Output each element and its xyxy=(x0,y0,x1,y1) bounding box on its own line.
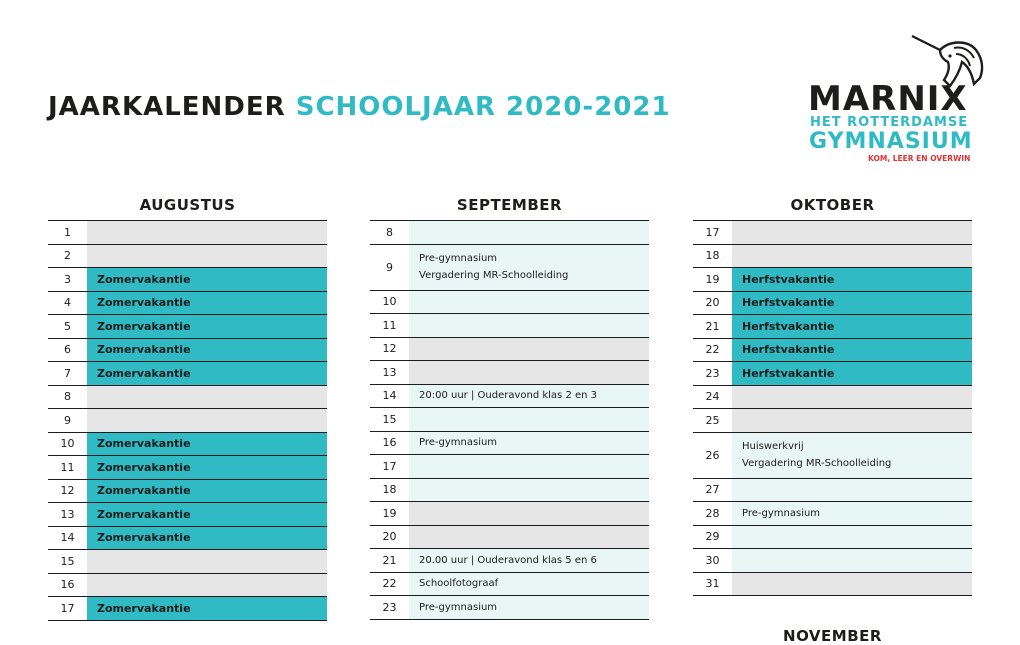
day-number: 20 xyxy=(370,526,409,549)
day-row xyxy=(370,361,649,385)
day-events xyxy=(409,221,649,244)
event-text: Zomervakantie xyxy=(97,343,191,357)
day-number: 17 xyxy=(370,455,409,478)
month-oktober xyxy=(693,196,972,596)
day-number: 15 xyxy=(48,550,87,573)
month-title: AUGUSTUS xyxy=(139,196,236,214)
day-events xyxy=(409,338,649,361)
day-row xyxy=(693,433,972,479)
logo-name: MARNIX xyxy=(808,79,968,119)
event-text: Herfstvakantie xyxy=(742,296,835,310)
event-text: Herfstvakantie xyxy=(742,319,835,333)
day-number: 19 xyxy=(693,268,732,291)
day-number: 22 xyxy=(370,573,409,596)
day-number: 8 xyxy=(370,221,409,244)
day-row xyxy=(693,292,972,316)
event-text: Zomervakantie xyxy=(97,437,191,451)
day-events xyxy=(409,479,649,502)
day-number: 18 xyxy=(370,479,409,502)
day-number: 15 xyxy=(370,408,409,431)
day-number: 6 xyxy=(48,339,87,362)
day-events xyxy=(409,455,649,478)
day-row xyxy=(48,574,327,598)
day-number: 16 xyxy=(370,432,409,455)
day-events xyxy=(87,574,327,597)
day-number: 9 xyxy=(370,245,409,290)
event-text: Zomervakantie xyxy=(97,460,191,474)
day-events xyxy=(732,549,972,572)
day-row xyxy=(693,221,972,245)
day-events xyxy=(732,409,972,432)
day-number: 13 xyxy=(48,503,87,526)
day-row xyxy=(48,221,327,245)
day-events xyxy=(87,245,327,268)
title-part-2: SCHOOLJAAR 2020-2021 xyxy=(295,92,671,122)
day-events xyxy=(87,339,327,362)
day-events xyxy=(732,479,972,502)
day-events xyxy=(409,573,649,596)
logo-line-2: HET ROTTERDAMSE xyxy=(810,115,969,130)
day-number: 18 xyxy=(693,245,732,268)
page-title xyxy=(48,92,671,122)
event-text: Zomervakantie xyxy=(97,319,191,333)
day-number: 21 xyxy=(693,315,732,338)
day-number: 26 xyxy=(693,433,732,478)
day-number: 4 xyxy=(48,292,87,315)
day-number: 13 xyxy=(370,361,409,384)
day-list xyxy=(48,220,327,621)
day-number: 29 xyxy=(693,526,732,549)
day-row xyxy=(693,479,972,503)
day-events xyxy=(732,315,972,338)
day-number: 27 xyxy=(693,479,732,502)
title-part-1: JAARKALENDER xyxy=(48,92,296,122)
day-events xyxy=(732,386,972,409)
day-row xyxy=(370,385,649,409)
day-row xyxy=(48,456,327,480)
day-row xyxy=(48,339,327,363)
day-number: 16 xyxy=(48,574,87,597)
day-row xyxy=(693,549,972,573)
event-text: Pre-gymnasium xyxy=(419,253,498,264)
day-row xyxy=(370,338,649,362)
month-augustus xyxy=(48,196,327,621)
day-number: 31 xyxy=(693,573,732,596)
day-row xyxy=(370,502,649,526)
event-text: Schoolfotograaf xyxy=(419,578,499,590)
day-row xyxy=(370,573,649,597)
day-row xyxy=(48,362,327,386)
day-events xyxy=(87,480,327,503)
day-row xyxy=(48,550,327,574)
day-row xyxy=(693,573,972,597)
day-row xyxy=(370,221,649,245)
day-row xyxy=(370,314,649,338)
day-number: 10 xyxy=(48,433,87,456)
event-text: Zomervakantie xyxy=(97,272,191,286)
day-events xyxy=(409,361,649,384)
day-events xyxy=(409,549,649,572)
day-row xyxy=(48,480,327,504)
logo-motto: KOM, LEER EN OVERWIN xyxy=(868,154,971,163)
event-text: Zomervakantie xyxy=(97,531,191,545)
day-number: 20 xyxy=(693,292,732,315)
event-text: Pre-gymnasium xyxy=(419,601,498,613)
event-text: Pre-gymnasium xyxy=(419,437,498,449)
day-number: 7 xyxy=(48,362,87,385)
day-events xyxy=(409,245,649,290)
day-row xyxy=(370,596,649,620)
day-number: 2 xyxy=(48,245,87,268)
day-row xyxy=(48,315,327,339)
event-text: Zomervakantie xyxy=(97,601,191,615)
day-number: 11 xyxy=(48,456,87,479)
day-row xyxy=(693,409,972,433)
day-number: 14 xyxy=(48,527,87,550)
day-events xyxy=(87,268,327,291)
day-events xyxy=(732,292,972,315)
day-row xyxy=(693,245,972,269)
day-number: 23 xyxy=(693,362,732,385)
day-events xyxy=(87,409,327,432)
event-text: Herfstvakantie xyxy=(742,366,835,380)
day-events xyxy=(87,527,327,550)
day-number: 12 xyxy=(370,338,409,361)
day-row xyxy=(48,292,327,316)
day-number: 12 xyxy=(48,480,87,503)
day-row xyxy=(48,503,327,527)
day-row xyxy=(48,409,327,433)
day-events xyxy=(409,596,649,619)
day-list xyxy=(693,220,972,596)
day-events xyxy=(409,385,649,408)
day-events xyxy=(87,315,327,338)
day-events xyxy=(87,433,327,456)
day-row xyxy=(370,408,649,432)
event-text: Pre-gymnasium xyxy=(742,507,821,519)
day-number: 14 xyxy=(370,385,409,408)
day-events xyxy=(732,245,972,268)
day-number: 22 xyxy=(693,339,732,362)
day-number: 8 xyxy=(48,386,87,409)
day-number: 19 xyxy=(370,502,409,525)
day-number: 28 xyxy=(693,502,732,525)
day-events xyxy=(732,433,972,478)
day-events xyxy=(87,386,327,409)
day-events xyxy=(409,526,649,549)
day-row xyxy=(370,245,649,291)
day-events xyxy=(87,456,327,479)
day-row xyxy=(693,386,972,410)
day-row xyxy=(693,339,972,363)
day-row xyxy=(370,526,649,550)
logo-line-3: GYMNASIUM xyxy=(809,129,973,154)
day-row xyxy=(370,455,649,479)
day-number: 1 xyxy=(48,221,87,244)
day-events xyxy=(732,502,972,525)
day-events xyxy=(409,291,649,314)
day-events xyxy=(87,221,327,244)
day-number: 24 xyxy=(693,386,732,409)
month-title-november: NOVEMBER xyxy=(783,627,882,645)
day-row xyxy=(370,432,649,456)
day-events xyxy=(87,550,327,573)
day-number: 25 xyxy=(693,409,732,432)
day-events xyxy=(732,573,972,596)
day-events xyxy=(732,268,972,291)
day-events xyxy=(732,526,972,549)
day-number: 21 xyxy=(370,549,409,572)
day-events xyxy=(87,597,327,620)
day-events xyxy=(87,362,327,385)
day-list xyxy=(370,220,649,620)
day-row xyxy=(370,479,649,503)
day-number: 17 xyxy=(48,597,87,620)
event-text: 20:00 uur | Ouderavond klas 2 en 3 xyxy=(419,390,598,402)
event-text: Vergadering MR-Schoolleiding xyxy=(419,270,569,281)
day-row xyxy=(370,291,649,315)
day-events xyxy=(732,221,972,244)
day-events xyxy=(87,292,327,315)
event-text: Zomervakantie xyxy=(97,296,191,310)
day-events xyxy=(732,339,972,362)
school-logo xyxy=(806,34,986,166)
day-events xyxy=(732,362,972,385)
event-text: 20.00 uur | Ouderavond klas 5 en 6 xyxy=(419,554,597,566)
day-row xyxy=(370,549,649,573)
day-events xyxy=(87,503,327,526)
event-text: Huiswerkvrij xyxy=(742,441,804,452)
day-row xyxy=(693,268,972,292)
event-text: Herfstvakantie xyxy=(742,343,835,357)
day-row xyxy=(693,315,972,339)
day-events xyxy=(409,432,649,455)
day-row xyxy=(48,245,327,269)
day-number: 9 xyxy=(48,409,87,432)
event-text: Vergadering MR-Schoolleiding xyxy=(742,458,892,469)
event-text: Herfstvakantie xyxy=(742,272,835,286)
day-number: 30 xyxy=(693,549,732,572)
day-number: 23 xyxy=(370,596,409,619)
day-row xyxy=(48,527,327,551)
day-number: 10 xyxy=(370,291,409,314)
day-events xyxy=(409,408,649,431)
day-row xyxy=(693,502,972,526)
day-row xyxy=(693,526,972,550)
day-number: 3 xyxy=(48,268,87,291)
day-number: 11 xyxy=(370,314,409,337)
day-row xyxy=(48,386,327,410)
day-events xyxy=(409,314,649,337)
month-title: OKTOBER xyxy=(790,196,875,214)
day-row xyxy=(48,268,327,292)
event-text: Zomervakantie xyxy=(97,507,191,521)
month-title: SEPTEMBER xyxy=(456,196,563,214)
day-row xyxy=(48,433,327,457)
month-september xyxy=(370,196,649,620)
day-row xyxy=(693,362,972,386)
day-number: 5 xyxy=(48,315,87,338)
event-text: Zomervakantie xyxy=(97,366,191,380)
day-events xyxy=(409,502,649,525)
day-row xyxy=(48,597,327,621)
day-number: 17 xyxy=(693,221,732,244)
event-text: Zomervakantie xyxy=(97,484,191,498)
